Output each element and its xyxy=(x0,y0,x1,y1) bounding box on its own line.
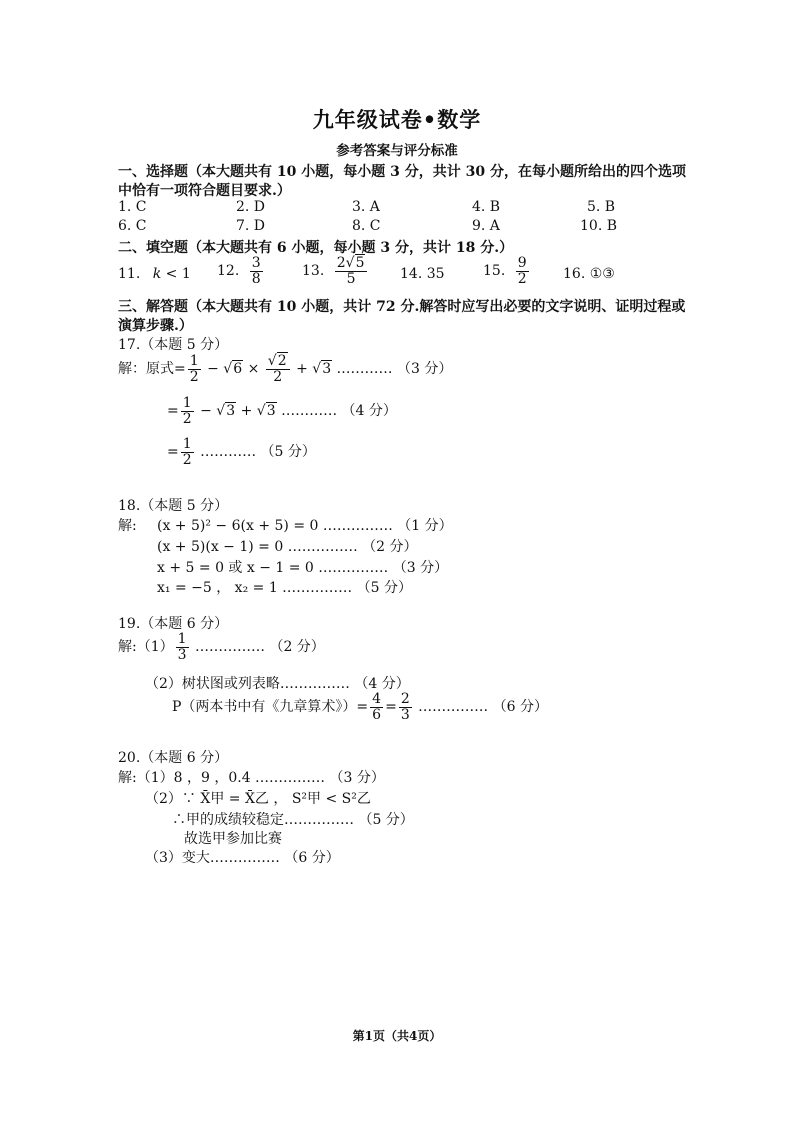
fill-answer-16: 16. ①③ xyxy=(563,266,615,282)
answer-3: 3. A xyxy=(352,199,380,215)
answer-8: 8. C xyxy=(352,218,381,234)
answer-6: 6. C xyxy=(118,218,147,234)
answer-2: 2. D xyxy=(236,199,266,215)
page-title: 九年级试卷•数学 xyxy=(312,107,482,132)
page-footer: 第1页（共4页） xyxy=(352,1029,442,1043)
q18-step-4: x₁ = −5 ， x₂ = 1 …………… （5 分） xyxy=(157,580,412,596)
section-3-header-line1: 三、解答题（本大题共有 10 小题，共计 72 分.解答时应写出必要的文字说明、证明过程或 xyxy=(118,299,686,315)
q18-prefix: 解: xyxy=(118,518,137,534)
fill-answer-14: 14. 35 xyxy=(400,266,445,282)
q11-variable: k xyxy=(152,266,162,282)
q17-step-1-prefix: 解：原式= xyxy=(118,361,186,378)
q17-step-3: = $\frac{1}{2}$ ………… （5 分） xyxy=(167,436,316,468)
answer-9: 9. A xyxy=(472,218,500,234)
q20-part-3: （3）变大…………… （6 分） xyxy=(145,850,340,866)
q17-title: 17.（本题 5 分） xyxy=(118,337,229,353)
q13-numerator: 2√5 xyxy=(335,256,368,272)
q18-step-1: (x + 5)² − 6(x + 5) = 0 …………… （1 分） xyxy=(157,518,453,534)
q17-step-2-score: ………… （4 分） xyxy=(276,403,397,420)
page-subtitle: 参考答案与评分标准 xyxy=(336,143,458,159)
q18-step-3: x + 5 = 0 或 x − 1 = 0 …………… （3 分） xyxy=(157,560,449,576)
q20-part-2: （2）∵ X̄甲 = X̄乙 ， S²甲 < S²乙 xyxy=(145,791,371,807)
section-2-header: 二、填空题（本大题共有 6 小题，每小题 3 分，共计 18 分.） xyxy=(118,240,514,256)
q13-denominator: 5 xyxy=(346,270,356,287)
q18-step-2: (x + 5)(x − 1) = 0 …………… （2 分） xyxy=(157,539,418,555)
q13-radicand: 5 xyxy=(355,255,365,271)
q17-sqrt2-fraction: $\frac{√2}{2}$ xyxy=(266,354,290,384)
q15-numerator: 9 xyxy=(517,255,527,271)
q13-fraction xyxy=(335,256,368,286)
q17-step-2: = $\frac{1}{2}$ − √3 + √3 ………… （4 分） xyxy=(167,395,397,427)
q20-part-1: 解:（1）8 ，9 ，0.4 …………… （3 分） xyxy=(118,770,385,786)
q17-step-1: 解：原式= $\frac{1}{2}$ − √6 × $\frac{√2}{2}$ + √3 ………… （3 分） xyxy=(118,353,453,385)
q19-part-1-score: …………… （2 分） xyxy=(190,639,325,656)
q12-number: 12. xyxy=(217,263,240,280)
q15-number: 15. xyxy=(483,263,506,280)
q19-probability: P（两本书中有《九章算术》）= $\frac{4}{6}$ = $\frac{2}{3}$ …………… （6 分） xyxy=(172,691,548,723)
q13-number: 13. xyxy=(302,263,325,280)
q18-title: 18.（本题 5 分） xyxy=(118,498,229,514)
q19-part-1: 解:（1） $\frac{1}{3}$ …………… （2 分） xyxy=(118,631,325,663)
q20-title: 20.（本题 6 分） xyxy=(118,750,229,766)
answer-10: 10. B xyxy=(580,218,618,234)
answer-5: 5. B xyxy=(587,199,616,215)
section-3-header-line2: 演算步骤.） xyxy=(118,318,193,334)
q17-half-fraction: $\frac{1}{2}$ xyxy=(189,353,199,385)
q19-title: 19.（本题 6 分） xyxy=(118,616,229,632)
q15-denominator: 2 xyxy=(517,270,527,287)
q20-part-2-choice: 故选甲参加比赛 xyxy=(184,831,282,847)
answer-1: 1. C xyxy=(118,199,147,215)
q20-part-2-conclusion: ∴甲的成绩较稳定…………… （5 分） xyxy=(172,812,414,828)
answer-4: 4. B xyxy=(472,199,501,215)
fill-answer-15 xyxy=(483,256,531,286)
q17-step-3-score: ………… （5 分） xyxy=(195,444,316,461)
q17-step-1-score: ………… （3 分） xyxy=(332,361,453,378)
fill-answer-11 xyxy=(118,266,191,282)
fill-answer-12 xyxy=(217,256,265,286)
q12-fraction xyxy=(250,256,263,286)
q15-fraction xyxy=(516,256,529,286)
section-1-header-line1: 一、选择题（本大题共有 10 小题，每小题 3 分，共计 30 分，在每小题所给出的四个选项 xyxy=(118,164,686,180)
section-1-header-line2: 中恰有一项符合题目要求.） xyxy=(118,183,291,199)
q19-fraction: $\frac{1}{3}$ xyxy=(177,631,187,663)
fill-answer-13 xyxy=(302,256,369,286)
answer-7: 7. D xyxy=(236,218,266,234)
q11-inequality: < 1 xyxy=(161,266,191,282)
q12-denominator: 8 xyxy=(251,270,261,287)
q11-number: 11. xyxy=(118,266,141,282)
q19-probability-score: …………… （6 分） xyxy=(413,699,548,716)
q12-numerator: 3 xyxy=(251,255,261,271)
q19-part-2: （2）树状图或列表略…………… （4 分） xyxy=(145,676,410,692)
